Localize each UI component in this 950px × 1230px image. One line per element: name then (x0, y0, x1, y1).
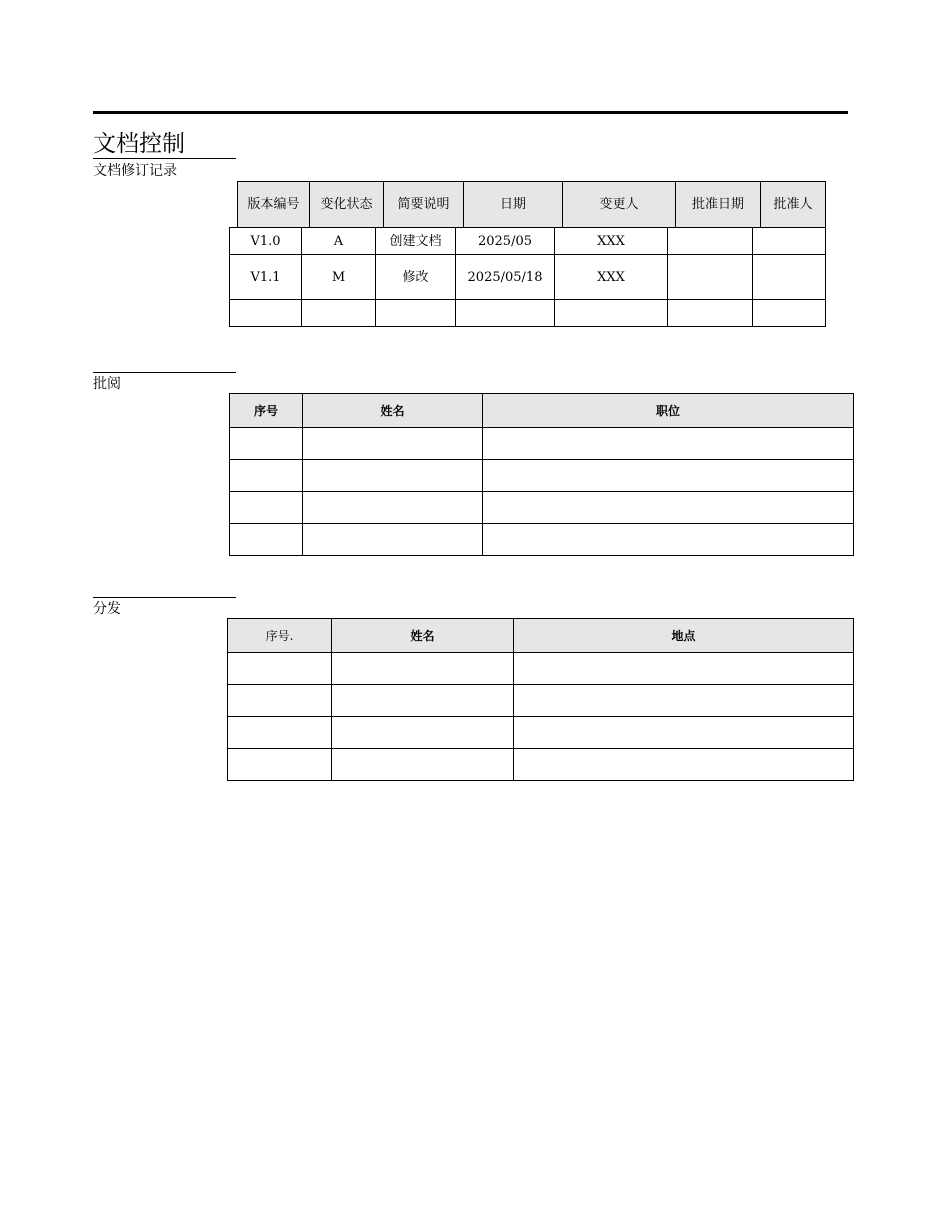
col-position: 职位 (483, 394, 854, 428)
title-underline (93, 158, 236, 159)
page-title: 文档控制 (93, 131, 185, 157)
cell (483, 428, 854, 460)
cell (483, 524, 854, 556)
cell (228, 717, 332, 749)
col-approver: 批准人 (761, 182, 826, 228)
cell: 2025/05 (456, 228, 555, 255)
cell (230, 460, 303, 492)
review-rule (93, 372, 236, 373)
cell (514, 685, 854, 717)
cell (483, 460, 854, 492)
review-table (229, 393, 854, 556)
cell: 修改 (376, 255, 456, 300)
revision-heading: 文档修订记录 (93, 163, 177, 179)
cell: XXX (555, 255, 668, 300)
col-approval-date: 批准日期 (676, 182, 761, 228)
cell: XXX (555, 228, 668, 255)
cell (514, 717, 854, 749)
col-location: 地点 (514, 619, 854, 653)
col-changed-by: 变更人 (563, 182, 676, 228)
cell (303, 460, 483, 492)
col-seq: 序号. (228, 619, 332, 653)
distribution-table (227, 618, 854, 781)
cell (514, 653, 854, 685)
cell (332, 653, 514, 685)
cell (753, 228, 826, 255)
distribution-rule (93, 597, 236, 598)
review-heading: 批阅 (93, 376, 121, 392)
table-row (230, 255, 826, 300)
col-date: 日期 (464, 182, 563, 228)
cell (228, 653, 332, 685)
distribution-header-row (228, 619, 854, 653)
table-row (230, 300, 826, 327)
cell: 创建文档 (376, 228, 456, 255)
table-row (228, 653, 854, 685)
cell: V1.0 (230, 228, 302, 255)
header-rule (93, 111, 848, 114)
cell (753, 300, 826, 327)
table-row (230, 492, 854, 524)
table-row (230, 428, 854, 460)
cell (668, 255, 753, 300)
cell (230, 428, 303, 460)
col-description: 简要说明 (384, 182, 464, 228)
table-row (230, 460, 854, 492)
table-row (228, 717, 854, 749)
cell (668, 228, 753, 255)
cell: A (302, 228, 376, 255)
cell (483, 492, 854, 524)
cell (332, 749, 514, 781)
table-row (230, 524, 854, 556)
table-row (228, 685, 854, 717)
cell (230, 300, 302, 327)
cell: M (302, 255, 376, 300)
cell (376, 300, 456, 327)
col-name: 姓名 (332, 619, 514, 653)
cell (332, 717, 514, 749)
revision-header-table (237, 181, 826, 228)
col-name: 姓名 (303, 394, 483, 428)
cell: 2025/05/18 (456, 255, 555, 300)
cell (228, 685, 332, 717)
col-version: 版本编号 (238, 182, 310, 228)
cell (456, 300, 555, 327)
col-seq: 序号 (230, 394, 303, 428)
revision-header-row (238, 182, 826, 228)
review-header-row (230, 394, 854, 428)
cell (668, 300, 753, 327)
table-row (228, 749, 854, 781)
cell (303, 524, 483, 556)
cell (332, 685, 514, 717)
distribution-heading: 分发 (93, 601, 121, 617)
cell (753, 255, 826, 300)
cell (303, 428, 483, 460)
cell (230, 524, 303, 556)
cell (302, 300, 376, 327)
cell (514, 749, 854, 781)
cell (230, 492, 303, 524)
cell (303, 492, 483, 524)
cell (555, 300, 668, 327)
cell: V1.1 (230, 255, 302, 300)
revision-table (229, 227, 826, 327)
cell (228, 749, 332, 781)
table-row (230, 228, 826, 255)
col-change-state: 变化状态 (310, 182, 384, 228)
